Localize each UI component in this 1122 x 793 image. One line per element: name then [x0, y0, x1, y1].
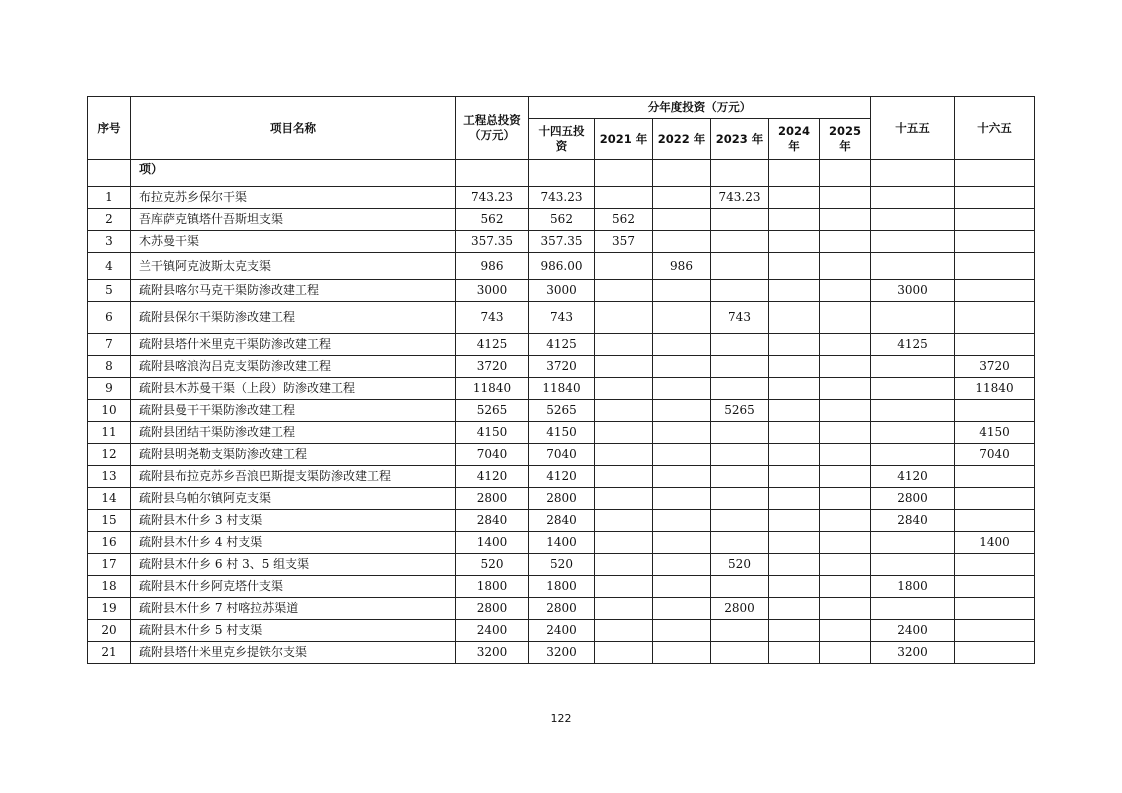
cell-name: 疏附县布拉克苏乡吾浪巴斯提支渠防渗改建工程: [131, 466, 456, 488]
cell-plan16: [955, 620, 1035, 642]
cell-plan15: 3200: [871, 642, 955, 664]
cell-name: 木苏曼干渠: [131, 231, 456, 253]
cell-seq: 20: [88, 620, 131, 642]
cell-y2023: [711, 231, 769, 253]
cell-name: 兰干镇阿克波斯太克支渠: [131, 253, 456, 280]
table-row: [88, 488, 1035, 510]
cell-y2025: [820, 378, 871, 400]
cell-plan14: 2400: [529, 620, 595, 642]
cell-y2022: [653, 302, 711, 334]
cell-y2022: [653, 187, 711, 209]
cell-y2021: [595, 466, 653, 488]
cell-seq: 2: [88, 209, 131, 231]
cell-y2025: [820, 280, 871, 302]
cell-name: 疏附县团结干渠防渗改建工程: [131, 422, 456, 444]
cell-plan14: 3200: [529, 642, 595, 664]
cell-total: 1400: [456, 532, 529, 554]
cell-y2024: [769, 253, 820, 280]
cell-total: 2840: [456, 510, 529, 532]
cell-plan14: 1800: [529, 576, 595, 598]
cell-y2021: [595, 642, 653, 664]
cell-seq: 18: [88, 576, 131, 598]
table-row: [88, 253, 1035, 280]
cell-plan14: 2840: [529, 510, 595, 532]
cell-y2021: [595, 532, 653, 554]
cell-y2023: [711, 209, 769, 231]
header-plan16: 十六五: [955, 97, 1035, 160]
cell-plan16: [955, 466, 1035, 488]
cell-y2021: 562: [595, 209, 653, 231]
cell-y2024: [769, 280, 820, 302]
cell-total: 743: [456, 302, 529, 334]
cell-y2025: [820, 400, 871, 422]
cell-plan14: 2800: [529, 598, 595, 620]
cell-plan15: [871, 422, 955, 444]
cell-plan14: 2800: [529, 488, 595, 510]
cell-plan16: [955, 400, 1035, 422]
cell-y2022: [653, 532, 711, 554]
table-row: [88, 302, 1035, 334]
cell-plan15: [871, 187, 955, 209]
cell-y2022: 986: [653, 253, 711, 280]
cell-y2022: [653, 620, 711, 642]
cell-y2025: [820, 488, 871, 510]
cell-y2024: [769, 532, 820, 554]
cell-plan16: [955, 598, 1035, 620]
cell-seq: 5: [88, 280, 131, 302]
table-row: [88, 400, 1035, 422]
table-row: [88, 576, 1035, 598]
cell-name: 布拉克苏乡保尔干渠: [131, 187, 456, 209]
cell-seq: 4: [88, 253, 131, 280]
cell-plan14: 7040: [529, 444, 595, 466]
header-total: 工程总投资（万元）: [456, 97, 529, 160]
cell-plan16: 7040: [955, 444, 1035, 466]
cell-name: 疏附县木什乡 5 村支渠: [131, 620, 456, 642]
table-row: [88, 510, 1035, 532]
cell-total: 4150: [456, 422, 529, 444]
cell-total: 2800: [456, 488, 529, 510]
cell-plan16: [955, 209, 1035, 231]
cell-plan16: 3720: [955, 356, 1035, 378]
cell-total: 2800: [456, 598, 529, 620]
cell-y2023: [711, 444, 769, 466]
table-row: [88, 444, 1035, 466]
cell-total: 7040: [456, 444, 529, 466]
cell-plan15: 2800: [871, 488, 955, 510]
cell-y2024: [769, 378, 820, 400]
cell-y2022: [653, 356, 711, 378]
investment-table: [87, 96, 1035, 664]
cell-y2024: [769, 620, 820, 642]
cell-y2025: [820, 253, 871, 280]
table-row: [88, 209, 1035, 231]
header-plan14: 十四五投资: [529, 119, 595, 160]
cell-plan16: [955, 554, 1035, 576]
cell-y2025: [820, 466, 871, 488]
cell-y2024: [769, 554, 820, 576]
cell-plan16: 11840: [955, 378, 1035, 400]
table-row: [88, 620, 1035, 642]
cell-plan16: [955, 488, 1035, 510]
cell-plan16: 1400: [955, 532, 1035, 554]
cell-plan16: [955, 334, 1035, 356]
cell-total: 1800: [456, 576, 529, 598]
cell-name: 疏附县木苏曼干渠（上段）防渗改建工程: [131, 378, 456, 400]
header-2022: 2022 年: [653, 119, 711, 160]
cell-y2023: 520: [711, 554, 769, 576]
cell-plan15: [871, 253, 955, 280]
cell-name: 疏附县乌帕尔镇阿克支渠: [131, 488, 456, 510]
cell-plan15: [871, 532, 955, 554]
cell-plan15: [871, 598, 955, 620]
cell-y2023: [711, 280, 769, 302]
table-row: [88, 554, 1035, 576]
cell-plan15: [871, 378, 955, 400]
cell-plan16: [955, 187, 1035, 209]
cell-y2022: [653, 576, 711, 598]
cell-y2021: [595, 356, 653, 378]
cell-plan14: 562: [529, 209, 595, 231]
cell-y2023: [711, 620, 769, 642]
cell-y2023: [711, 532, 769, 554]
cell-total: 986: [456, 253, 529, 280]
cell-y2023: [711, 334, 769, 356]
header-annual-group: 分年度投资（万元）: [529, 97, 871, 119]
cell-y2022: [653, 422, 711, 444]
cell-plan15: 1800: [871, 576, 955, 598]
cell-name: 疏附县塔什米里克乡提铁尔支渠: [131, 642, 456, 664]
cell-plan15: [871, 400, 955, 422]
cell-y2024: [769, 209, 820, 231]
cell-name: 疏附县保尔干渠防渗改建工程: [131, 302, 456, 334]
cell-plan15: [871, 231, 955, 253]
cell-plan14: 743: [529, 302, 595, 334]
cell-seq: 17: [88, 554, 131, 576]
cell-seq: 1: [88, 187, 131, 209]
cell-seq: 9: [88, 378, 131, 400]
cell-y2021: [595, 510, 653, 532]
cell-y2022: [653, 280, 711, 302]
cell-y2024: [769, 187, 820, 209]
header-2024: 2024 年: [769, 119, 820, 160]
cell-total: 5265: [456, 400, 529, 422]
cell-y2023: 5265: [711, 400, 769, 422]
cell-plan14: 4125: [529, 334, 595, 356]
table-row: [88, 280, 1035, 302]
cell-y2023: [711, 488, 769, 510]
cell-y2021: [595, 400, 653, 422]
cell-y2025: [820, 620, 871, 642]
cell-y2022: [653, 444, 711, 466]
cell-total: 4125: [456, 334, 529, 356]
cell-plan15: 4120: [871, 466, 955, 488]
cell-y2024: [769, 231, 820, 253]
cell-y2023: 743.23: [711, 187, 769, 209]
cell-y2023: [711, 510, 769, 532]
cell-plan16: [955, 576, 1035, 598]
cell-plan14: 5265: [529, 400, 595, 422]
cell-y2022: [653, 378, 711, 400]
cell-total: 743.23: [456, 187, 529, 209]
continuation-row: [88, 160, 1035, 187]
cell-seq: 21: [88, 642, 131, 664]
cell-name: 疏附县木什乡 7 村喀拉苏渠道: [131, 598, 456, 620]
cell-plan15: [871, 209, 955, 231]
cell-y2025: [820, 510, 871, 532]
cell-y2021: 357: [595, 231, 653, 253]
cell-y2022: [653, 209, 711, 231]
cell-plan16: 4150: [955, 422, 1035, 444]
cell-plan16: [955, 253, 1035, 280]
cell-seq: 14: [88, 488, 131, 510]
cell-plan14: 4150: [529, 422, 595, 444]
table-row: [88, 466, 1035, 488]
cell-name: 疏附县曼干干渠防渗改建工程: [131, 400, 456, 422]
cell-plan15: [871, 554, 955, 576]
cell-plan15: 3000: [871, 280, 955, 302]
cell-y2024: [769, 642, 820, 664]
table-row: [88, 422, 1035, 444]
cell-plan16: [955, 642, 1035, 664]
cell-y2025: [820, 231, 871, 253]
cell-seq: 10: [88, 400, 131, 422]
cell-plan15: 2400: [871, 620, 955, 642]
table-row: [88, 642, 1035, 664]
cell-y2022: [653, 598, 711, 620]
cell-name: 吾库萨克镇塔什吾斯坦支渠: [131, 209, 456, 231]
cell-name: 疏附县塔什米里克干渠防渗改建工程: [131, 334, 456, 356]
cell-y2021: [595, 488, 653, 510]
cell-y2024: [769, 488, 820, 510]
header-2021: 2021 年: [595, 119, 653, 160]
cell-y2025: [820, 356, 871, 378]
cell-seq: 3: [88, 231, 131, 253]
cell-y2024: [769, 466, 820, 488]
cell-seq: 6: [88, 302, 131, 334]
cell-y2022: [653, 554, 711, 576]
cell-y2021: [595, 334, 653, 356]
cell-y2025: [820, 554, 871, 576]
cell-seq: 7: [88, 334, 131, 356]
cell-y2023: [711, 356, 769, 378]
cell-y2024: [769, 400, 820, 422]
cell-total: 562: [456, 209, 529, 231]
cell-y2022: [653, 400, 711, 422]
cell-plan16: [955, 280, 1035, 302]
cell-name: 疏附县木什乡 6 村 3、5 组支渠: [131, 554, 456, 576]
cell-total: 3720: [456, 356, 529, 378]
cell-y2021: [595, 253, 653, 280]
header-plan15: 十五五: [871, 97, 955, 160]
cell-plan14: 3720: [529, 356, 595, 378]
table-row: [88, 334, 1035, 356]
cell-plan16: [955, 231, 1035, 253]
cell-plan14: 11840: [529, 378, 595, 400]
cell-name: 疏附县木什乡阿克塔什支渠: [131, 576, 456, 598]
page-number: 122: [550, 712, 572, 725]
cell-seq: 13: [88, 466, 131, 488]
cell-total: 3200: [456, 642, 529, 664]
cell-y2025: [820, 422, 871, 444]
cell-y2021: [595, 554, 653, 576]
cell-y2022: [653, 488, 711, 510]
cell-y2024: [769, 334, 820, 356]
cell-y2025: [820, 642, 871, 664]
cell-plan15: [871, 444, 955, 466]
cell-name: 疏附县明尧勒支渠防渗改建工程: [131, 444, 456, 466]
cell-plan14: 4120: [529, 466, 595, 488]
cell-y2024: [769, 302, 820, 334]
table-row: [88, 378, 1035, 400]
cell-plan14: 520: [529, 554, 595, 576]
cell-y2021: [595, 378, 653, 400]
cell-plan16: [955, 510, 1035, 532]
cell-seq: 19: [88, 598, 131, 620]
cell-y2021: [595, 187, 653, 209]
cell-seq: 12: [88, 444, 131, 466]
cell-total: 3000: [456, 280, 529, 302]
cell-plan14: 986.00: [529, 253, 595, 280]
cell-total: 2400: [456, 620, 529, 642]
cell-seq: 16: [88, 532, 131, 554]
cell-y2023: [711, 466, 769, 488]
cell-name: 疏附县木什乡 3 村支渠: [131, 510, 456, 532]
continuation-name: 项）: [131, 160, 456, 187]
cell-y2021: [595, 598, 653, 620]
header-2023: 2023 年: [711, 119, 769, 160]
cell-y2023: 743: [711, 302, 769, 334]
cell-total: 357.35: [456, 231, 529, 253]
cell-y2022: [653, 510, 711, 532]
cell-y2022: [653, 231, 711, 253]
cell-y2025: [820, 187, 871, 209]
cell-y2023: [711, 642, 769, 664]
cell-plan14: 357.35: [529, 231, 595, 253]
cell-y2024: [769, 576, 820, 598]
cell-plan15: [871, 356, 955, 378]
cell-total: 4120: [456, 466, 529, 488]
cell-y2025: [820, 532, 871, 554]
cell-total: 520: [456, 554, 529, 576]
cell-y2024: [769, 444, 820, 466]
cell-y2025: [820, 444, 871, 466]
cell-name: 疏附县喀尔马克干渠防渗改建工程: [131, 280, 456, 302]
cell-y2022: [653, 334, 711, 356]
cell-y2025: [820, 334, 871, 356]
cell-y2021: [595, 280, 653, 302]
cell-seq: 11: [88, 422, 131, 444]
header-name: 项目名称: [131, 97, 456, 160]
cell-plan14: 3000: [529, 280, 595, 302]
cell-y2021: [595, 422, 653, 444]
table-row: [88, 532, 1035, 554]
cell-plan14: 1400: [529, 532, 595, 554]
cell-y2023: [711, 253, 769, 280]
cell-y2021: [595, 444, 653, 466]
cell-plan16: [955, 302, 1035, 334]
cell-plan15: 4125: [871, 334, 955, 356]
header-seq: 序号: [88, 97, 131, 160]
cell-y2021: [595, 620, 653, 642]
table-row: [88, 231, 1035, 253]
cell-y2023: 2800: [711, 598, 769, 620]
cell-y2023: [711, 576, 769, 598]
cell-y2023: [711, 422, 769, 444]
cell-seq: 8: [88, 356, 131, 378]
header-2025: 2025 年: [820, 119, 871, 160]
cell-total: 11840: [456, 378, 529, 400]
cell-name: 疏附县木什乡 4 村支渠: [131, 532, 456, 554]
cell-name: 疏附县喀浪沟吕克支渠防渗改建工程: [131, 356, 456, 378]
cell-plan14: 743.23: [529, 187, 595, 209]
cell-y2024: [769, 510, 820, 532]
cell-y2021: [595, 576, 653, 598]
table-row: [88, 598, 1035, 620]
cell-y2024: [769, 422, 820, 444]
cell-y2023: [711, 378, 769, 400]
cell-y2021: [595, 302, 653, 334]
cell-y2024: [769, 598, 820, 620]
cell-plan15: [871, 302, 955, 334]
table-row: [88, 187, 1035, 209]
cell-y2025: [820, 576, 871, 598]
cell-y2025: [820, 209, 871, 231]
cell-plan15: 2840: [871, 510, 955, 532]
cell-y2022: [653, 466, 711, 488]
cell-y2022: [653, 642, 711, 664]
cell-y2025: [820, 302, 871, 334]
cell-seq: 15: [88, 510, 131, 532]
table-row: [88, 356, 1035, 378]
cell-y2024: [769, 356, 820, 378]
cell-y2025: [820, 598, 871, 620]
